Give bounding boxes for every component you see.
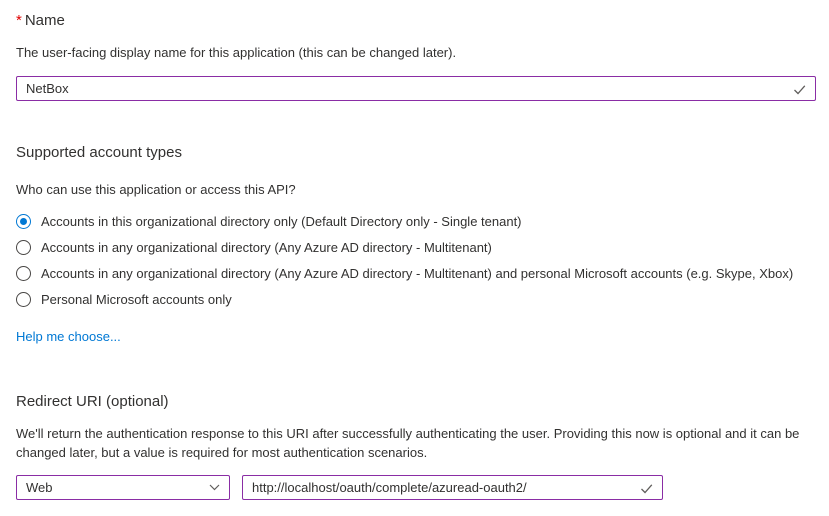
name-section-title [16,11,816,31]
radio-option-single-tenant[interactable] [16,208,816,234]
radio-option-label: Accounts in any organizational directory (Any Azure AD directory - Multitenant) and personal Microsoft accounts (e.g. Skype, Xbox) [41,265,794,281]
redirect-uri-title: Redirect URI (optional) [16,393,169,410]
radio-option-multitenant-personal[interactable] [16,260,816,286]
account-type-options [16,208,816,312]
radio-selected-icon [16,214,31,229]
radio-unselected-icon [16,240,31,255]
radio-unselected-icon [16,266,31,281]
redirect-uri-controls [16,475,816,500]
redirect-uri-input[interactable] [243,476,662,499]
help-me-choose-link[interactable]: Help me choose... [16,329,121,344]
radio-option-personal-only[interactable] [16,286,816,312]
chevron-down-icon [208,481,221,494]
name-section [16,11,816,101]
redirect-uri-section [16,392,816,500]
redirect-uri-input-container [242,475,663,500]
required-asterisk: * [16,12,22,29]
name-title-text: Name [24,12,65,29]
redirect-uri-description: We'll return the authentication response to this URI after successfully authenticating the user. Providing this now is optional and it can be changed later, but a value is required for most authentication scenarios. [16,426,800,460]
valid-checkmark-icon [792,82,807,97]
account-types-title: Supported account types [16,144,182,161]
radio-unselected-icon [16,292,31,307]
radio-option-label: Accounts in any organizational directory (Any Azure AD directory - Multitenant) [41,239,492,255]
radio-option-multitenant[interactable] [16,234,816,260]
platform-select[interactable] [16,475,230,500]
valid-checkmark-icon [639,481,654,496]
name-input[interactable] [17,77,815,100]
account-types-question: Who can use this application or access this API? [16,182,296,197]
radio-option-label: Personal Microsoft accounts only [41,291,232,307]
radio-option-label: Accounts in this organizational directory only (Default Directory only - Single tenant) [41,213,522,229]
name-description: The user-facing display name for this application (this can be changed later). [16,45,457,60]
name-input-container [16,76,816,101]
platform-select-value: Web [26,480,53,495]
account-types-section [16,143,816,346]
